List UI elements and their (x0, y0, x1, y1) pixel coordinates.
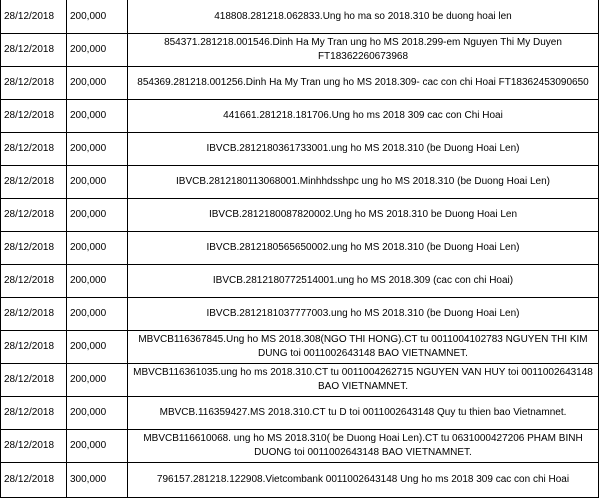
row-date: 28/12/2018 (1, 0, 67, 34)
row-amount: 200,000 (67, 67, 128, 100)
table-row (1, 232, 599, 265)
table-row (1, 166, 599, 199)
row-amount: 200,000 (67, 265, 128, 298)
table-row (1, 133, 599, 166)
table-row (1, 298, 599, 331)
row-description: 854371.281218.001546.Dinh Ha My Tran ung ho MS 2018.299-em Nguyen Thi My Duyen FT18362260673968 (128, 34, 599, 67)
table-row (1, 67, 599, 100)
row-date: 28/12/2018 (1, 430, 67, 463)
table-row (1, 463, 599, 498)
table-row (1, 397, 599, 430)
row-description: IBVCB.2812181037777003.ung ho MS 2018.310 (be Duong Hoai Len) (128, 298, 599, 331)
row-description: MBVCB116367845.Ung ho MS 2018.308(NGO THI HONG).CT tu 0011004102783 NGUYEN THI KIM DUNG toi 0011002643148 BAO VIETNAMNET. (128, 331, 599, 364)
row-amount: 200,000 (67, 199, 128, 232)
row-description: 854369.281218.001256.Dinh Ha My Tran ung ho MS 2018.309- cac con chi Hoai FT18362453090650 (128, 67, 599, 100)
row-description: 796157.281218.122908.Vietcombank 0011002643148 Ung ho ms 2018 309 cac con chi Hoai (128, 463, 599, 498)
row-description: IBVCB.2812180087820002.Ung ho MS 2018.310 be Duong Hoai Len (128, 199, 599, 232)
row-date: 28/12/2018 (1, 166, 67, 199)
table-row (1, 0, 599, 34)
row-amount: 200,000 (67, 232, 128, 265)
row-amount: 200,000 (67, 133, 128, 166)
row-description: IBVCB.2812180361733001.ung ho MS 2018.310 (be Duong Hoai Len) (128, 133, 599, 166)
row-description: MBVCB116610068. ung ho MS 2018.310( be Duong Hoai Len).CT tu 0631000427206 PHAM BINH DUONG toi 0011002643148 BAO VIETNAMNET. (128, 430, 599, 463)
table-row (1, 265, 599, 298)
row-description: 441661.281218.181706.Ung ho ms 2018 309 cac con Chi Hoai (128, 100, 599, 133)
row-date: 28/12/2018 (1, 463, 67, 498)
row-date: 28/12/2018 (1, 265, 67, 298)
row-amount: 200,000 (67, 100, 128, 133)
table-row (1, 199, 599, 232)
row-amount: 200,000 (67, 0, 128, 34)
table-row (1, 364, 599, 397)
row-date: 28/12/2018 (1, 100, 67, 133)
row-amount: 200,000 (67, 430, 128, 463)
row-description: 418808.281218.062833.Ung ho ma so 2018.310 be duong hoai len (128, 0, 599, 34)
ledger-body (1, 0, 599, 498)
row-amount: 200,000 (67, 331, 128, 364)
row-date: 28/12/2018 (1, 298, 67, 331)
row-date: 28/12/2018 (1, 331, 67, 364)
row-amount: 300,000 (67, 463, 128, 498)
row-amount: 200,000 (67, 364, 128, 397)
row-description: IBVCB.2812180565650002.ung ho MS 2018.310 (be Duong Hoai Len) (128, 232, 599, 265)
row-date: 28/12/2018 (1, 67, 67, 100)
table-row (1, 100, 599, 133)
row-date: 28/12/2018 (1, 34, 67, 67)
table-row (1, 331, 599, 364)
row-date: 28/12/2018 (1, 133, 67, 166)
row-date: 28/12/2018 (1, 397, 67, 430)
row-description: MBVCB.116359427.MS 2018.310.CT tu D toi 0011002643148 Quy tu thien bao Vietnamnet. (128, 397, 599, 430)
row-description: IBVCB.2812180772514001.ung ho MS 2018.309 (cac con chi Hoai) (128, 265, 599, 298)
row-amount: 200,000 (67, 34, 128, 67)
row-date: 28/12/2018 (1, 232, 67, 265)
row-amount: 200,000 (67, 166, 128, 199)
table-row (1, 34, 599, 67)
row-description: MBVCB116361035.ung ho ms 2018.310.CT tu 0011004262715 NGUYEN VAN HUY toi 0011002643148 BAO VIETNAMNET. (128, 364, 599, 397)
row-description: IBVCB.2812180113068001.Minhhdsshpc ung ho MS 2018.310 (be Duong Hoai Len) (128, 166, 599, 199)
row-amount: 200,000 (67, 397, 128, 430)
row-date: 28/12/2018 (1, 364, 67, 397)
table-row (1, 430, 599, 463)
row-amount: 200,000 (67, 298, 128, 331)
row-date: 28/12/2018 (1, 199, 67, 232)
